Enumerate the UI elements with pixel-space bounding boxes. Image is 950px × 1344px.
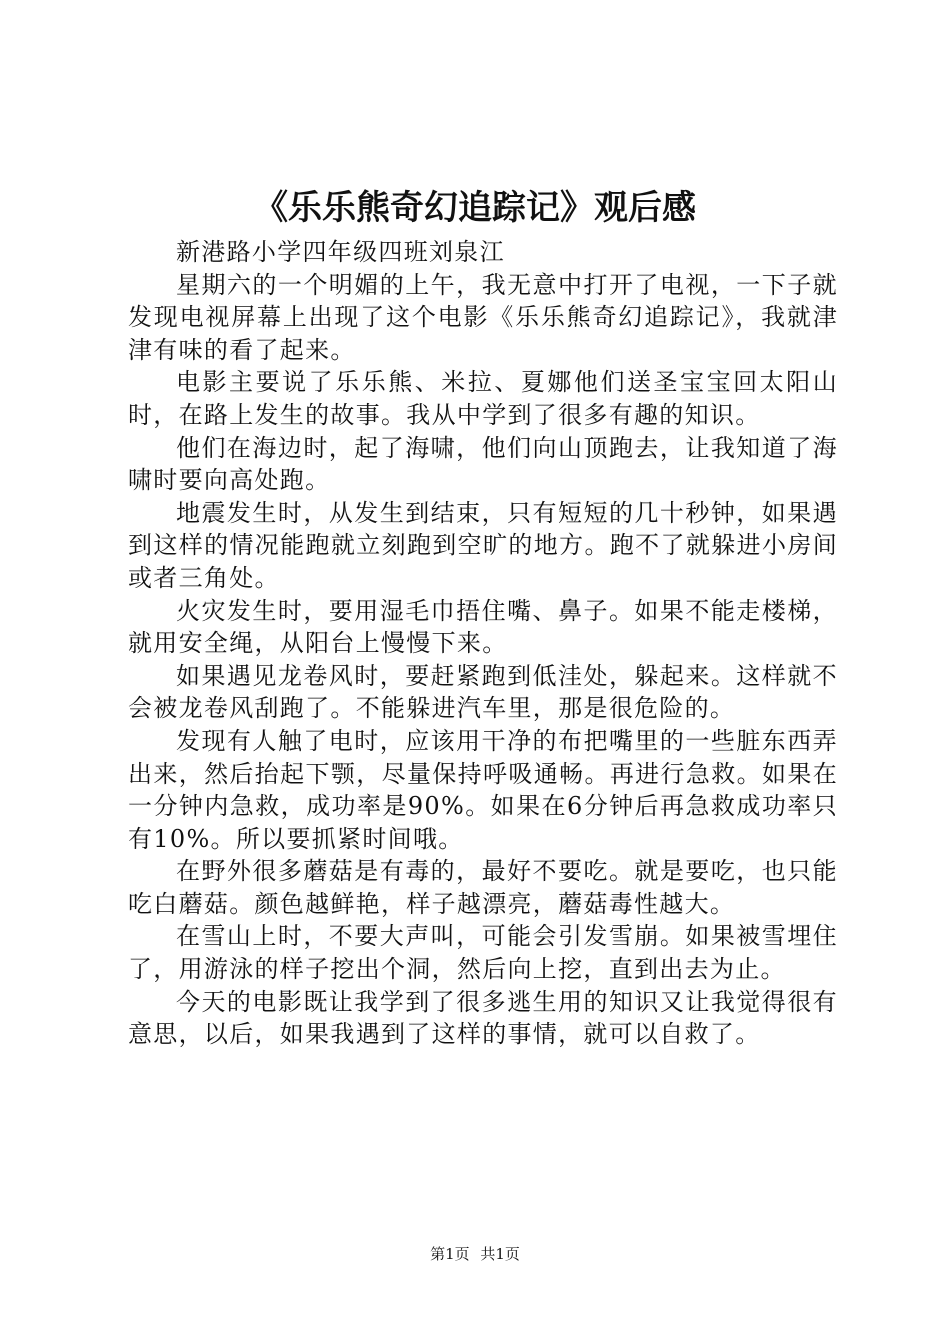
author-line: 新港路小学四年级四班刘泉江 bbox=[176, 238, 505, 266]
paragraph: 他们在海边时，起了海啸，他们向山顶跑去，让我知道了海啸时要向高处跑。 bbox=[128, 433, 838, 495]
page-number: 第1页 bbox=[430, 1245, 470, 1263]
page-total: 共1页 bbox=[480, 1245, 520, 1263]
paragraph: 电影主要说了乐乐熊、米拉、夏娜他们送圣宝宝回太阳山时，在路上发生的故事。我从中学到了很多有趣的知识。 bbox=[128, 368, 838, 429]
paragraph: 星期六的一个明媚的上午，我无意中打开了电视，一下子就发现电视屏幕上出现了这个电影《乐乐熊奇幻追踪记》，我就津津有味的看了起来。 bbox=[128, 270, 838, 364]
document-body bbox=[128, 236, 838, 1051]
paragraph: 发现有人触了电时，应该用干净的布把嘴里的一些脏东西弄出来，然后抬起下颚，尽量保持呼吸通畅。再进行急救。如果在一分钟内急救，成功率是90%。如果在6分钟后再急救成功率只有10%。所以要抓紧时间哦。 bbox=[128, 726, 838, 853]
paragraph: 如果遇见龙卷风时，要赶紧跑到低洼处，躲起来。这样就不会被龙卷风刮跑了。不能躲进汽车里，那是很危险的。 bbox=[128, 661, 838, 723]
paragraph: 火灾发生时，要用湿毛巾捂住嘴、鼻子。如果不能走楼梯，就用安全绳，从阳台上慢慢下来。 bbox=[128, 596, 838, 658]
paragraph: 今天的电影既让我学到了很多逃生用的知识又让我觉得很有意思，以后，如果我遇到了这样的事情，就可以自救了。 bbox=[128, 987, 838, 1049]
paragraph: 在野外很多蘑菇是有毒的，最好不要吃。就是要吃，也只能吃白蘑菇。颜色越鲜艳，样子越漂亮，蘑菇毒性越大。 bbox=[128, 857, 838, 918]
paragraph: 在雪山上时，不要大声叫，可能会引发雪崩。如果被雪埋住了，用游泳的样子挖出个洞，然后向上挖，直到出去为止。 bbox=[128, 922, 838, 984]
page-footer bbox=[0, 1244, 950, 1264]
document-title: 《乐乐熊奇幻追踪记》观后感 bbox=[254, 188, 696, 228]
paragraph: 地震发生时，从发生到结束，只有短短的几十秒钟，如果遇到这样的情况能跑就立刻跑到空旷的地方。跑不了就躲进小房间或者三角处。 bbox=[128, 498, 838, 592]
